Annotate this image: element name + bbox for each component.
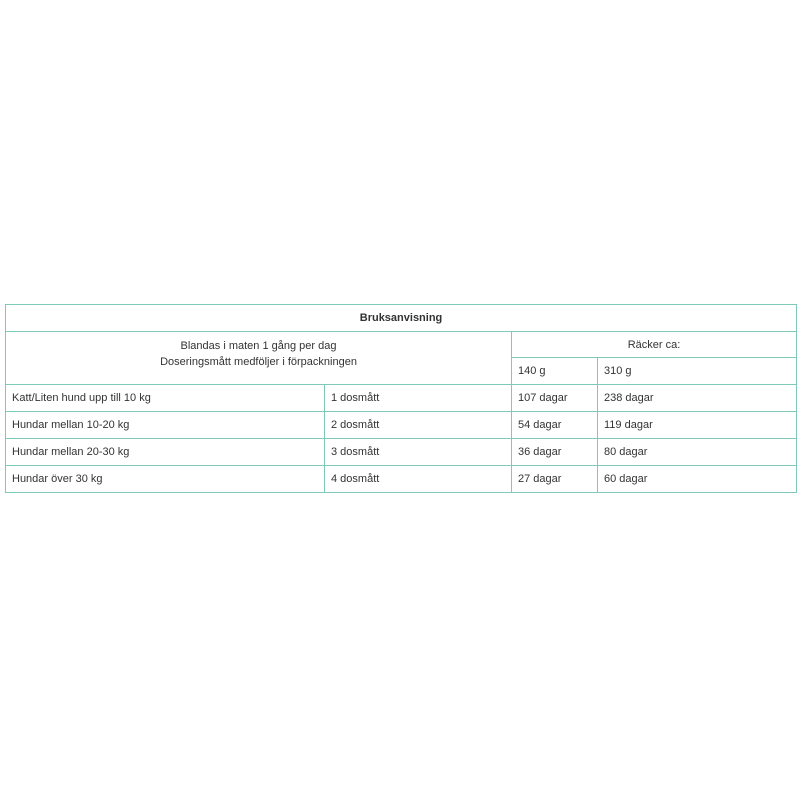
dose-cell: 2 dosmått xyxy=(325,412,512,439)
package-size-140: 140 g xyxy=(512,358,598,385)
instruction-line-2: Doseringsmått medföljer i förpackningen xyxy=(160,356,357,368)
animal-cell: Hundar mellan 20-30 kg xyxy=(6,439,325,466)
days-310-cell: 119 dagar xyxy=(598,412,797,439)
usage-instructions-table xyxy=(5,304,797,493)
dose-cell: 4 dosmått xyxy=(325,466,512,493)
table-row xyxy=(6,466,797,493)
table-title: Bruksanvisning xyxy=(6,305,797,332)
days-140-cell: 107 dagar xyxy=(512,385,598,412)
lasts-header: Räcker ca: xyxy=(512,332,797,358)
header-row xyxy=(6,332,797,358)
animal-cell: Katt/Liten hund upp till 10 kg xyxy=(6,385,325,412)
dose-cell: 1 dosmått xyxy=(325,385,512,412)
table-title-row xyxy=(6,305,797,332)
dose-cell: 3 dosmått xyxy=(325,439,512,466)
days-310-cell: 238 dagar xyxy=(598,385,797,412)
table-row xyxy=(6,439,797,466)
days-310-cell: 80 dagar xyxy=(598,439,797,466)
table-row xyxy=(6,412,797,439)
days-140-cell: 54 dagar xyxy=(512,412,598,439)
instruction-line-1: Blandas i maten 1 gång per dag xyxy=(180,340,337,352)
package-size-310: 310 g xyxy=(598,358,797,385)
table-row xyxy=(6,385,797,412)
dosage-instructions xyxy=(6,332,512,385)
animal-cell: Hundar över 30 kg xyxy=(6,466,325,493)
days-140-cell: 36 dagar xyxy=(512,439,598,466)
animal-cell: Hundar mellan 10-20 kg xyxy=(6,412,325,439)
days-140-cell: 27 dagar xyxy=(512,466,598,493)
days-310-cell: 60 dagar xyxy=(598,466,797,493)
